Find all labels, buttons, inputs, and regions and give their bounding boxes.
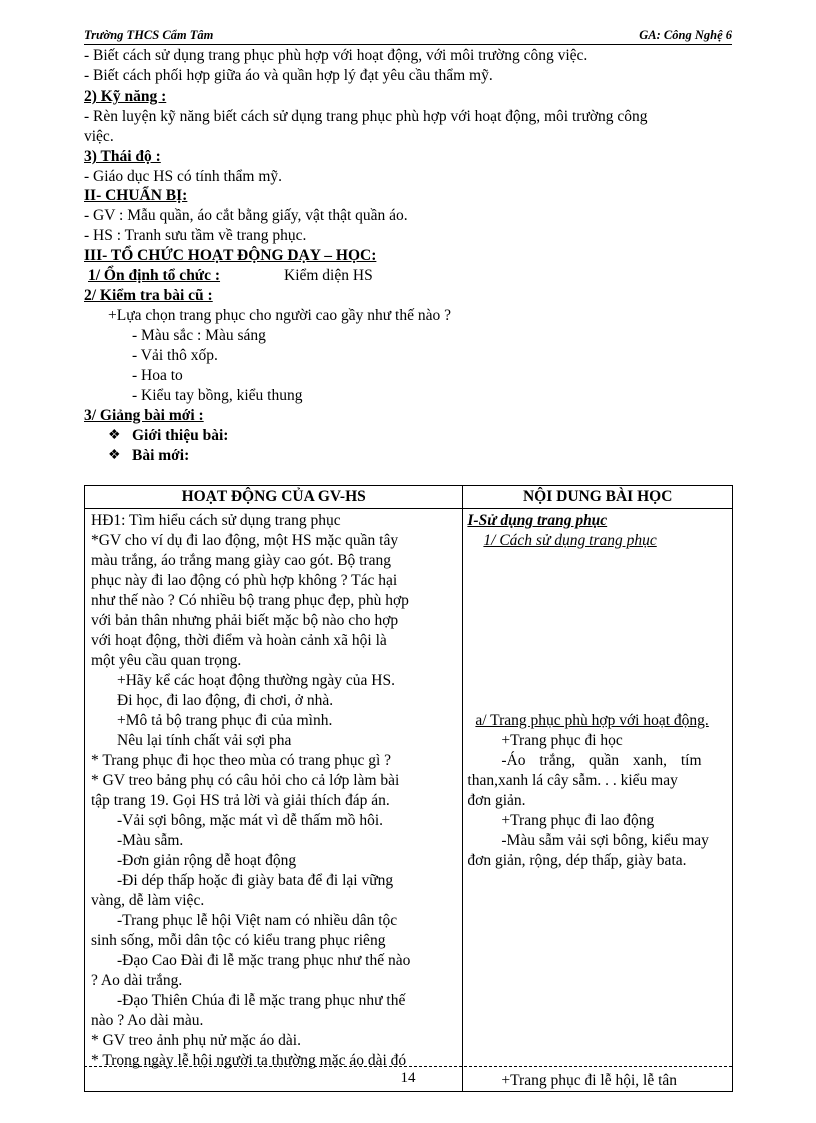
col-header-activities: HOẠT ĐỘNG CỦA GV-HS — [85, 486, 463, 509]
activity-line: Nêu lại tính chất vải sợi pha — [117, 732, 292, 749]
skills-heading: 2) Kỹ năng : — [84, 88, 167, 105]
page-number: 14 — [400, 1070, 416, 1086]
attitude-heading: 3) Thái độ : — [84, 148, 161, 165]
activity-line: nào ? Ao dài màu. — [91, 1012, 204, 1029]
page-header — [84, 28, 732, 44]
activity-line: màu trắng, áo trắng mang giày cao gót. Bộ trang — [91, 552, 392, 569]
review-answer: - Vải thô xốp. — [132, 347, 218, 364]
activity-line: với bản thân nhưng phải biết mặc bộ nào cho hợp — [91, 612, 399, 629]
activity-line: -Đạo Thiên Chúa đi lễ mặc trang phục như thế — [117, 992, 406, 1009]
activity-line: +Mô tả bộ trang phục đi của mình. — [117, 712, 333, 729]
step1-label: 1/ Ổn định tổ chức : — [88, 267, 221, 284]
school-name: Trường THCS Cẩm Tâm — [84, 28, 214, 42]
header-divider — [84, 44, 732, 45]
content-line: +Trang phục đi lao động — [501, 812, 655, 829]
activity-line: phục này đi lao động có phù hợp không ? Tác hại — [91, 572, 398, 589]
activity-line: * Trong ngày lễ hội người ta thường mặc áo dài đó — [91, 1052, 407, 1069]
activity-line: +Hãy kể các hoạt động thường ngày của HS. — [117, 672, 396, 689]
content-line: +Trang phục đi học — [501, 732, 623, 749]
objective-line: - Biết cách phối hợp giữa áo và quần hợp lý đạt yêu cầu thẩm mỹ. — [84, 67, 493, 84]
activity-line: một yêu cầu quan trọng. — [91, 652, 242, 669]
skills-line: - Rèn luyện kỹ năng biết cách sử dụng trang phục phù hợp với hoạt động, môi trường công — [84, 108, 648, 125]
content-line: đơn giản. — [467, 792, 526, 809]
activity-line: ? Ao dài trắng. — [91, 972, 183, 989]
intro-bullet: Giới thiệu bài: — [132, 427, 229, 444]
activity-line: * GV treo bảng phụ có câu hỏi cho cả lớp làm bài — [91, 772, 400, 789]
activity-line: *GV cho ví dụ đi lao động, một HS mặc quần tây — [91, 532, 399, 549]
content-line: +Trang phục đi lễ hội, lễ tân — [501, 1072, 678, 1089]
content-section-title: I-Sử dụng trang phục — [467, 512, 608, 529]
prep-hs-line: - HS : Tranh sưu tầm về trang phục. — [84, 227, 307, 244]
lesson-table — [84, 485, 733, 1092]
activity-line: Đi học, đi lao động, đi chơi, ở nhà. — [117, 692, 334, 709]
activity-line: vàng, dễ làm việc. — [91, 892, 205, 909]
activity-line: tập trang 19. Gọi HS trả lời và giải thích đáp án. — [91, 792, 390, 809]
content-line: -Áo trắng, quần xanh, tím — [501, 752, 702, 769]
content-spacer — [467, 551, 728, 711]
review-answer: - Kiểu tay bồng, kiểu thung — [132, 387, 303, 404]
step1-row — [88, 266, 373, 286]
activity-line: * GV treo ảnh phụ nử mặc áo dài. — [91, 1032, 301, 1049]
activity-line: HĐ1: Tìm hiểu cách sử dụng trang phục — [91, 512, 341, 529]
diamond-bullet-icon: ❖ — [108, 428, 121, 443]
review-question: +Lựa chọn trang phục cho người cao gầy như thế nào ? — [108, 307, 451, 324]
activities-cell — [85, 509, 463, 1092]
footer-divider — [84, 1066, 732, 1067]
step1-value: Kiểm diện HS — [284, 267, 373, 284]
activity-line: -Vải sợi bông, mặc mát vì dễ thấm mồ hôi. — [117, 812, 384, 829]
prep-heading: II- CHUẨN BỊ: — [84, 187, 188, 204]
new-lesson-bullet: Bài mới: — [132, 447, 190, 464]
content-spacer — [467, 871, 728, 1071]
activity-line: với hoạt động, thời điểm và hoàn cảnh xã hội là — [91, 632, 387, 649]
activity-line: -Trang phục lễ hội Việt nam có nhiều dân tộc — [117, 912, 398, 929]
activity-line: sinh sống, mỗi dân tộc có kiểu trang phục riêng — [91, 932, 386, 949]
col-header-content: NỘI DUNG BÀI HỌC — [463, 486, 733, 509]
diamond-bullet-icon: ❖ — [108, 448, 121, 463]
prep-gv-line: - GV : Mẫu quần, áo cắt bằng giấy, vật thật quần áo. — [84, 207, 408, 224]
activity-line: -Đơn giản rộng dễ hoạt động — [117, 852, 297, 869]
content-line: đơn giản, rộng, dép thấp, giày bata. — [467, 852, 687, 869]
organize-heading: III- TỔ CHỨC HOẠT ĐỘNG DẠY – HỌC: — [84, 247, 377, 264]
content-line: than,xanh lá cây sẫm. . . kiểu may — [467, 772, 678, 789]
activity-line: -Đạo Cao Đài đi lễ mặc trang phục như thế nào — [117, 952, 411, 969]
review-answer: - Hoa to — [132, 367, 183, 384]
activity-line: -Màu sẫm. — [117, 832, 184, 849]
review-answer: - Màu sắc : Màu sáng — [132, 327, 266, 344]
content-cell — [463, 509, 733, 1092]
content-subheading: a/ Trang phục phù hợp với hoạt động. — [475, 712, 709, 729]
subject-label: GA: Công Nghệ 6 — [639, 28, 732, 42]
content-subtitle: 1/ Cách sử dụng trang phục — [483, 532, 657, 549]
activity-line: như thế nào ? Có nhiều bộ trang phục đẹp, phù hợp — [91, 592, 409, 609]
skills-line: việc. — [84, 128, 114, 145]
step3-label: 3/ Giảng bài mới : — [84, 407, 204, 424]
objective-line: - Biết cách sử dụng trang phục phù hợp với hoạt động, với môi trường công việc. — [84, 47, 588, 64]
activity-line: * Trang phục đi học theo mùa có trang phục gì ? — [91, 752, 392, 769]
activity-line: -Đi dép thấp hoặc đi giày bata để đi lại vững — [117, 872, 394, 889]
attitude-line: - Giáo dục HS có tính thẩm mỹ. — [84, 168, 283, 185]
content-line: -Màu sẫm vải sợi bông, kiểu may — [501, 832, 709, 849]
step2-label: 2/ Kiểm tra bài cũ : — [84, 287, 213, 304]
